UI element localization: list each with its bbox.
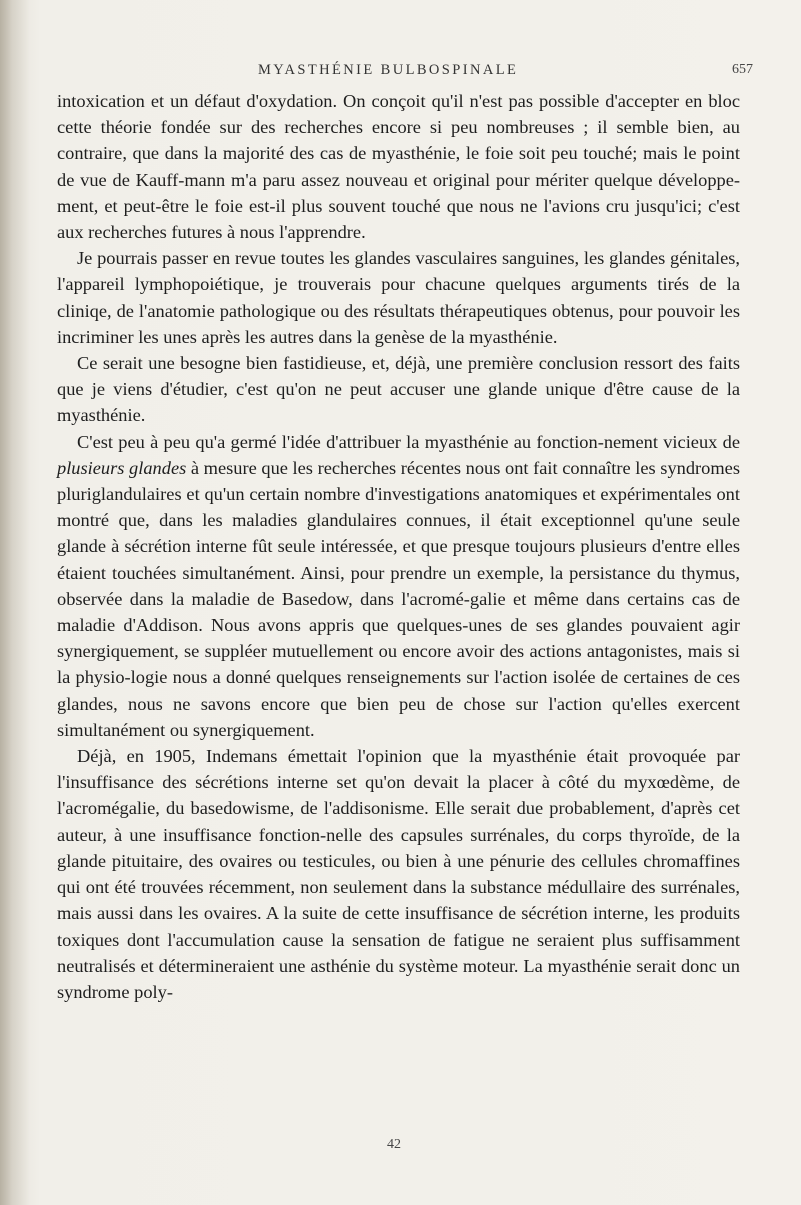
page-edge-shadow (0, 0, 30, 1205)
body-text (57, 88, 740, 1005)
paragraph-5: Déjà, en 1905, Indemans émettait l'opinion que la myasthénie était provoquée par l'insuffisance des sécrétions interne set qu'on devait la placer à côté du myxœdème, de l'acromégalie, du basedowisme, de l'addisonisme. Elle serait due probablement, d'après cet auteur, à une insuffisance fonction-nelle des capsules surrénales, du corps thyroïde, de la glande pituitaire, des ovaires ou testicules, ou bien à une pénurie des cellules chromaffines qui ont été trouvées récemment, non seulement dans la substance médullaire des surrénales, mais aussi dans les ovaires. A la suite de cette insuffisance de sécrétion interne, les produits toxiques dont l'accumulation cause la sensation de fatigue ne seraient plus suffisamment neutralisés et détermineraient une asthénie du système moteur. La myasthénie serait donc un syndrome poly- (57, 746, 740, 1002)
signature-mark: 42 (387, 1137, 401, 1152)
paragraph-4-start: C'est peu à peu qu'a germé l'idée d'attribuer la myasthénie au fonction-nement vicieux de (77, 431, 740, 452)
paragraph-2: Je pourrais passer en revue toutes les glandes vasculaires sanguines, les glandes génitales, l'appareil lymphopoiétique, je trouverais pour chacune quelques arguments tirés de la cliniqe, de l'anatomie pathologique ou des résultats thérapeutiques obtenus, pour pouvoir les incriminer les unes après les autres dans la genèse de la myasthénie. (57, 248, 740, 347)
paragraph-1: intoxication et un défaut d'oxydation. On conçoit qu'il n'est pas possible d'accepter en bloc cette théorie fondée sur des recherches encore si peu nombreuses ; il semble bien, au contraire, que dans la majorité des cas de myasthénie, le foie soit peu touché; mais le point de vue de Kauff-mann m'a paru assez nouveau et original pour mériter quelque développe-ment, et peut-être le foie est-il plus souvent touché que nous ne l'avions cru jusqu'ici; c'est aux recherches futures à nous l'apprendre. (57, 91, 740, 243)
paragraph-3: Ce serait une besogne bien fastidieuse, et, déjà, une première conclusion ressort des faits que je viens d'étudier, c'est qu'on ne peut accuser une glande unique d'être cause de la myasthénie. (57, 353, 740, 426)
page-header (0, 62, 801, 86)
paragraph-4 (57, 429, 740, 743)
page-number: 657 (732, 62, 753, 77)
running-head: MYASTHÉNIE BULBOSPINALE (258, 62, 519, 78)
paragraph-4-rest: à mesure que les recherches récentes nous ont fait connaître les syndromes pluriglandulaires et qu'un certain nombre d'investigations anatomiques et expérimentales ont montré que, dans les maladies glandulaires connues, il était exceptionnel qu'une seule glande à sécrétion interne fût seule intéressée, et que presque toujours plusieurs d'entre elles étaient touchées simultanément. Ainsi, pour prendre un exemple, la persistance du thymus, observée dans la maladie de Basedow, dans l'acromé-galie et même dans certains cas de maladie d'Addison. Nous avons appris que quelques-unes de ses glandes pouvaient agir synergiquement, se suppléer mutuellement ou encore avoir des actions antagonistes, mais si la physio-logie nous a donné quelques renseignements sur l'action isolée de certaines de ces glandes, nous ne savons encore que bien peu de chose sur l'action qu'elles exercent simultanément ou synergiquement. (57, 457, 740, 740)
emphasis-plusieurs-glandes: plusieurs glandes (57, 457, 187, 478)
